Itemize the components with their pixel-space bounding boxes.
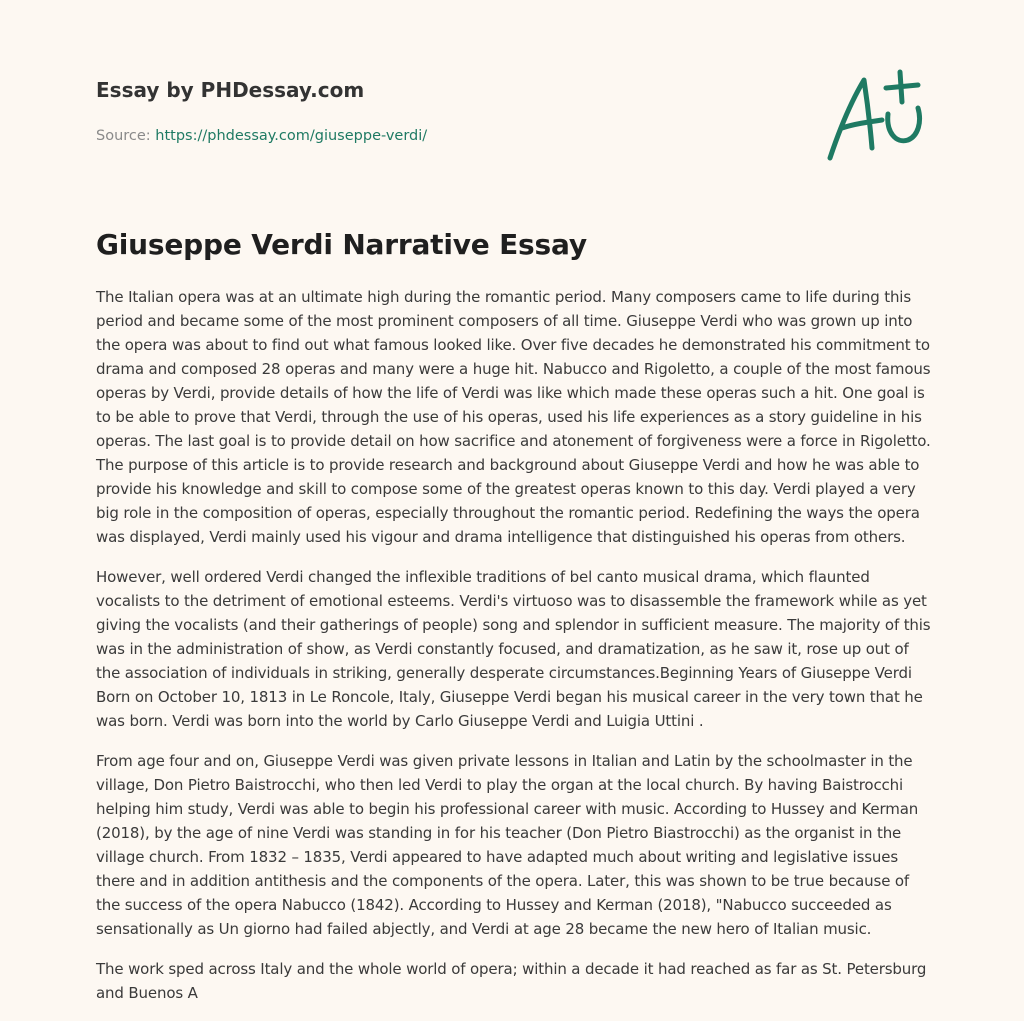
essay-body [96,285,932,1021]
site-title: Essay by PHDessay.com [96,78,365,102]
essay-paragraph: However, well ordered Verdi changed the inflexible traditions of bel canto musical drama, which flaunted vocalists to the detriment of emotional esteems. Verdi's virtuoso was to disassemble the framework while as yet giving the vocalists (and their gatherings of people) song and splendor in sufficient measure. The majority of this was in the administration of show, as Verdi constantly focused, and dramatization, as he saw it, rose up out of the association of individuals in striking, generally desperate circumstances.Beginning Years of Giuseppe Verdi Born on October 10, 1813 in Le Roncole, Italy, Giuseppe Verdi began his musical career in the very town that he was born. Verdi was born into the world by Carlo Giuseppe Verdi and Luigia Uttini . [96,568,931,730]
site-header [96,76,816,146]
essay-paragraph: The work sped across Italy and the whole world of opera; within a decade it had reached as far as St. Petersburg and Buenos A [96,960,927,1002]
a-plus-grade-icon [822,66,934,166]
essay-title: Giuseppe Verdi Narrative Essay [96,228,587,261]
source-label: Source: [96,128,156,144]
essay-paragraph: From age four and on, Giuseppe Verdi was given private lessons in Italian and Latin by the schoolmaster in the village, Don Pietro Baistrocchi, who then led Verdi to play the organ at the local church. By having Baistrocchi helping him study, Verdi was able to begin his professional career with music. According to Hussey and Kerman (2018), by the age of nine Verdi was standing in for his teacher (Don Pietro Biastrocchi) as the organist in the village church. From 1832 – 1835, Verdi appeared to have adapted much about writing and legislative issues there and in addition antithesis and the components of the opera. Later, this was shown to be true because of the success of the opera Nabucco (1842). According to Hussey and Kerman (2018), "Nabucco succeeded as sensationally as Un giorno had failed abjectly, and Verdi at age 28 became the new hero of Italian music. [96,752,919,938]
source-link[interactable]: https://phdessay.com/giuseppe-verdi/ [155,128,428,144]
essay-paragraph: The Italian opera was at an ultimate high during the romantic period. Many composers came to life during this period and became some of the most prominent composers of all time. Giuseppe Verdi who was grown up into the opera was about to find out what famous looked like. Over five decades he demonstrated his commitment to drama and composed 28 operas and many were a huge hit. Nabucco and Rigoletto, a couple of the most famous operas by Verdi, provide details of how the life of Verdi was like which made these operas such a hit. One goal is to be able to prove that Verdi, through the use of his operas, used his life experiences as a story guideline in his operas. The last goal is to provide detail on how sacrifice and atonement of forgiveness were a force in Rigoletto. The purpose of this article is to provide research and background about Giuseppe Verdi and how he was able to provide his knowledge and skill to compose some of the greatest operas known to this day. Verdi played a very big role in the composition of operas, especially throughout the romantic period. Redefining the ways the opera was displayed, Verdi mainly used his vigour and drama intelligence that distinguished his operas from others. [96,288,931,546]
source-line [96,126,816,146]
